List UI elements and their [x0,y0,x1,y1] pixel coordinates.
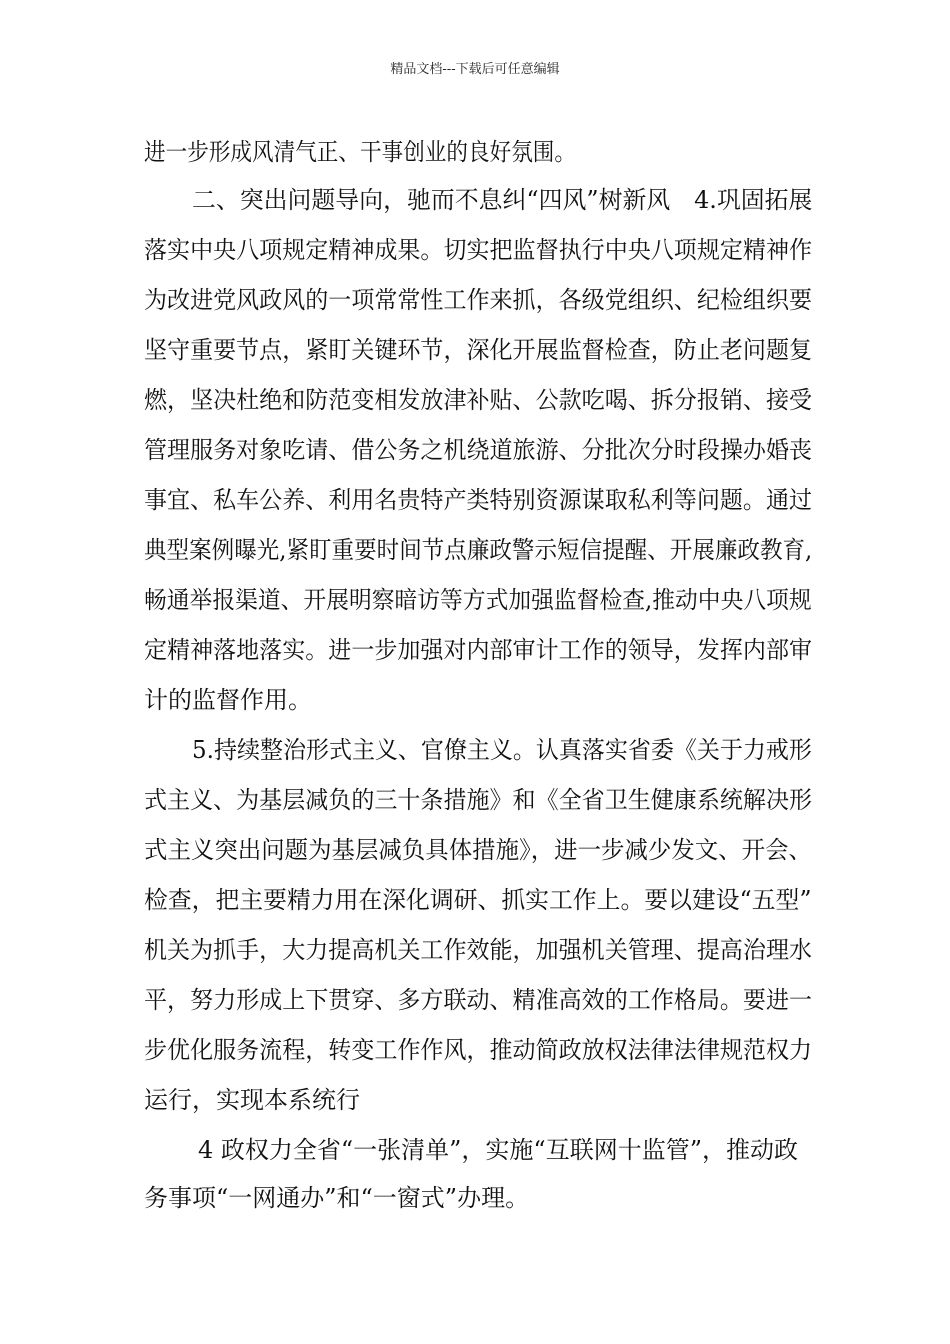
text-line: 计的监督作用。 [144,686,312,714]
text-line: 典型案例曝光,紧盯重要时间节点廉政警示短信提醒、开展廉政教育, [144,536,813,564]
text-line: 管理服务对象吃请、借公务之机绕道旅游、分批次分时段操办婚丧 [144,436,813,464]
text-line: 落实中央八项规定精神成果。切实把监督执行中央八项规定精神作 [144,236,813,264]
text-line: 务事项“一网通办”和“一窗式”办理。 [144,1184,530,1212]
text-line: 事宜、私车公养、利用名贵特产类特别资源谋取私利等问题。通过 [144,486,813,514]
text-line: 4 政权力全省“一张清单”，实施“互联网十监管”，推动政 [198,1136,798,1164]
text-line: 机关为抓手，大力提高机关工作效能，加强机关管理、提高治理水 [144,936,813,964]
page-header: 精品文档---下载后可任意编辑 [390,62,560,77]
text-line: 坚守重要节点，紧盯关键环节，深化开展监督检查，防止老问题复 [144,336,813,364]
text-line: 燃，坚决杜绝和防范变相发放津补贴、公款吃喝、拆分报销、接受 [144,386,813,414]
text-line: 运行，实现本系统行 [144,1086,360,1114]
text-line: 为改进党风政风的一项常常性工作来抓，各级党组织、纪检组织要 [144,286,813,314]
text-line: 二、突出问题导向，驰而不息纠“四风”树新风 4.巩固拓展 [192,186,813,214]
text-line: 进一步形成风清气正、干事创业的良好氛围。 [144,138,576,166]
text-line: 检查，把主要精力用在深化调研、抓实工作上。要以建设“五型” [144,886,812,914]
text-line: 步优化服务流程，转变工作作风，推动简政放权法律法律规范权力 [144,1036,813,1064]
text-line: 平，努力形成上下贯穿、多方联动、精准高效的工作格局。要进一 [144,986,813,1014]
text-line: 定精神落地落实。进一步加强对内部审计工作的领导，发挥内部审 [144,636,813,664]
text-line: 畅通举报渠道、开展明察暗访等方式加强监督检查,推动中央八项规 [144,586,812,614]
text-line: 式主义突出问题为基层减负具体措施》，进一步减少发文、开会、 [144,836,812,864]
text-line: 5.持续整治形式主义、官僚主义。认真落实省委《关于力戒形 [192,736,812,764]
text-line: 式主义、为基层减负的三十条措施》和《全省卫生健康系统解决形 [144,786,813,814]
